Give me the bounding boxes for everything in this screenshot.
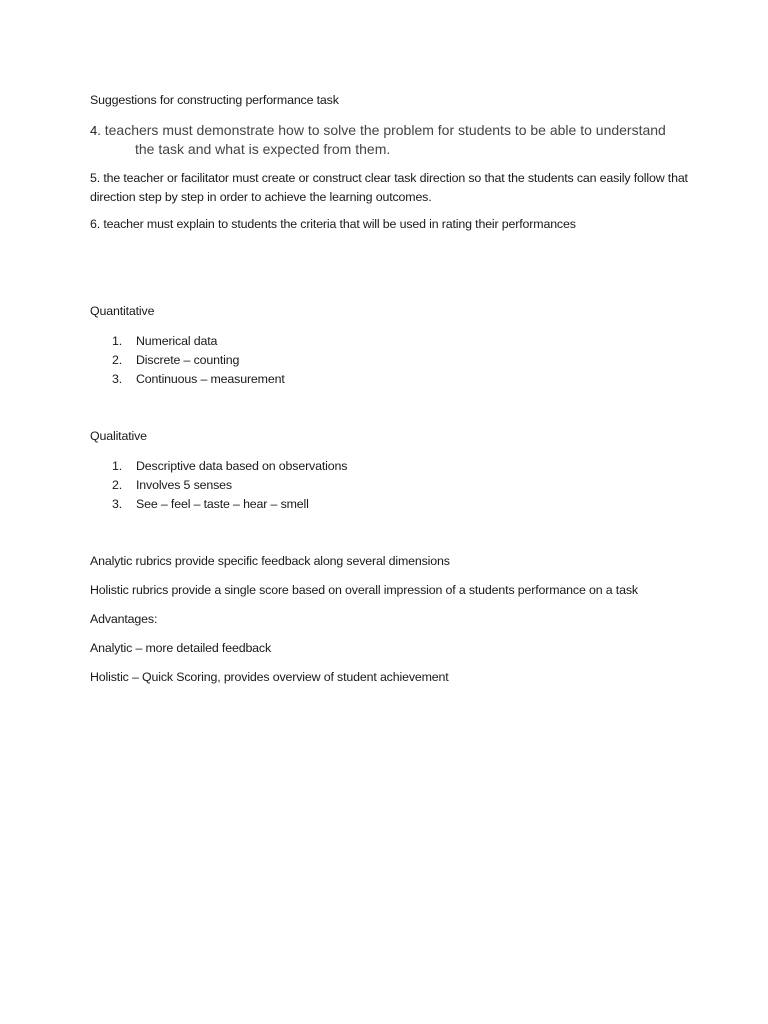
qualitative-title: Qualitative	[90, 429, 147, 443]
holistic-rubrics-text: Holistic rubrics provide a single score based on overall impression of a students performance on a task	[90, 583, 638, 597]
document-heading: Suggestions for constructing performance task	[90, 93, 339, 107]
list-item-number: 3.	[112, 497, 123, 511]
suggestion-item-6: 6. teacher must explain to students the criteria that will be used in rating their performances	[90, 217, 576, 231]
list-item-text: See – feel – taste – hear – smell	[136, 497, 309, 511]
list-item-number: 2.	[112, 478, 123, 492]
quantitative-title: Quantitative	[90, 304, 155, 318]
suggestion-item-5: 5. the teacher or facilitator must create or construct clear task direction so that the students can easily follow that direction step by step in order to achieve the learning outcomes.	[90, 171, 688, 204]
suggestion-item-4-number: 4.	[90, 123, 101, 138]
suggestion-item-4-line2: the task and what is expected from them.	[135, 141, 391, 157]
list-item-number: 1.	[112, 459, 123, 473]
list-item-text: Numerical data	[136, 334, 218, 348]
list-item-number: 1.	[112, 334, 123, 348]
list-item-text: Discrete – counting	[136, 353, 240, 367]
list-item	[112, 495, 347, 514]
list-item-text: Continuous – measurement	[136, 372, 285, 386]
list-item	[112, 457, 347, 476]
list-item	[112, 351, 285, 370]
quantitative-list	[112, 332, 285, 389]
suggestion-item-4-line1: teachers must demonstrate how to solve the problem for students to be able to understand	[100, 122, 666, 138]
list-item	[112, 476, 347, 495]
advantages-label: Advantages:	[90, 612, 158, 626]
list-item-number: 2.	[112, 353, 123, 367]
suggestion-item-4	[90, 121, 690, 159]
qualitative-list	[112, 457, 347, 514]
list-item	[112, 370, 285, 389]
list-item	[112, 332, 285, 351]
analytic-rubrics-text: Analytic rubrics provide specific feedback along several dimensions	[90, 554, 450, 568]
list-item-text: Involves 5 senses	[136, 478, 232, 492]
list-item-number: 3.	[112, 372, 123, 386]
list-item-text: Descriptive data based on observations	[136, 459, 348, 473]
advantage-holistic-text: Holistic – Quick Scoring, provides overview of student achievement	[90, 670, 449, 684]
advantage-analytic-text: Analytic – more detailed feedback	[90, 641, 272, 655]
